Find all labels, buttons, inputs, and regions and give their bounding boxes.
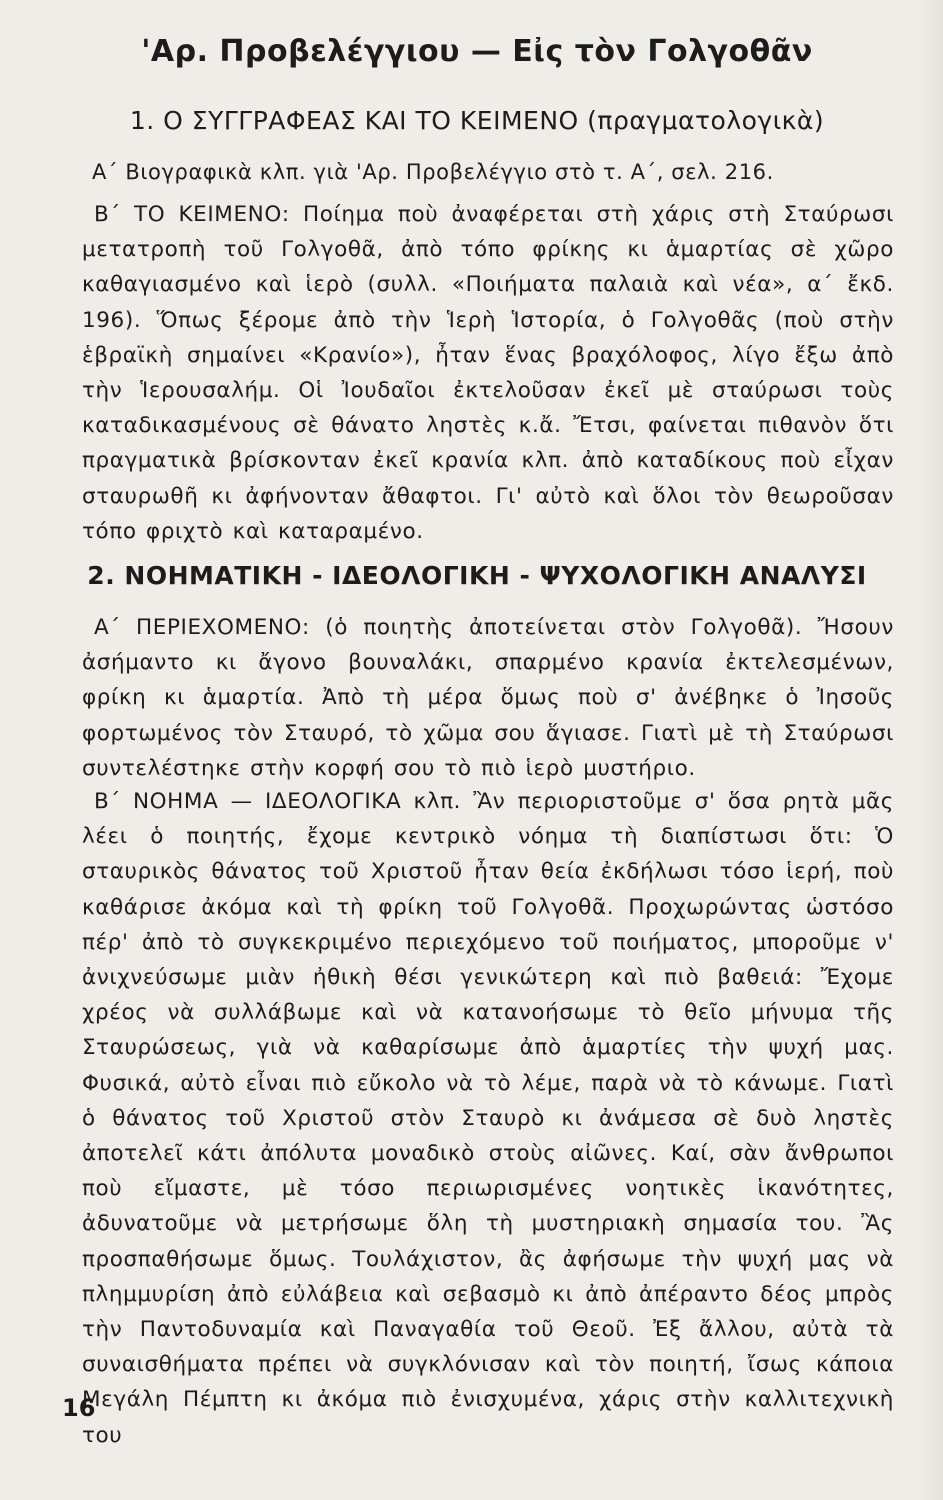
section-1-title: 1. Ο ΣΥΓΓΡΑΦΕΑΣ ΚΑΙ ΤΟ ΚΕΙΜΕΝΟ (πραγματολογικὰ) bbox=[129, 106, 825, 135]
running-header: 'Αρ. Προβελέγγιου — Εἰς τὸν Γολγοθᾶν bbox=[141, 34, 813, 69]
content-paragraph: Α΄ ΠΕΡΙΕΧΟΜΕΝΟ: (ὁ ποιητὴς ἀποτείνεται στὸν Γολγοθᾶ). Ἤσουν ἀσήμαντο κι ἄγονο βουναλάκι, σπαρμένο κρανία ἐκτελεσμένων, φρίκη κι ἁμαρτία. Ἀπὸ τὴ μέρα ὅμως ποὺ σ' ἀνέβηκε ὁ Ἰησοῦς φορτωμένος τὸν Σταυρό, τὸ χῶμα σου ἅγιασε. Γιατὶ μὲ τὴ Σταύρωσι συντελέστηκε στὴν κορφή σου τὸ πιὸ ἱερὸ μυστήριο. bbox=[82, 615, 894, 781]
meaning-paragraph: Β΄ ΝΟΗΜΑ — ΙΔΕΟΛΟΓΙΚΑ κλπ. Ἂν περιοριστοῦμε σ' ὅσα ρητὰ μᾶς λέει ὁ ποιητής, ἔχομε κεντρικὸ νόημα τὴ διαπίστωσι ὅτι: Ὁ σταυρικὸς θάνατος τοῦ Χριστοῦ ἦταν θεία ἐκδήλωσι τόσο ἱερή, ποὺ καθάρισε ἀκόμα καὶ τὴ φρίκη τοῦ Γολγοθᾶ. Προχωρώντας ὡστόσο πέρ' ἀπὸ τὸ συγκεκριμένο περιεχόμενο τοῦ ποιήματος, μποροῦμε ν' ἀνιχνεύσωμε μιὰν ἠθικὴ θέσι γενικώτερη καὶ πιὸ βαθειά: Ἔχομε χρέος νὰ συλλάβωμε καὶ νὰ κατανοήσωμε τὸ θεῖο μήνυμα τῆς Σταυρώσεως, γιὰ νὰ καθαρίσωμε ἀπὸ ἁμαρτίες τὴν ψυχή μας. Φυσικά, αὐτὸ εἶναι πιὸ εὔκολο νὰ τὸ λέμε, παρὰ νὰ τὸ κάνωμε. Γιατὶ ὁ θάνατος τοῦ Χριστοῦ στὸν Σταυρὸ κι ἀνάμεσα σὲ δυὸ ληστὲς ἀποτελεῖ κάτι ἀπόλυτα μοναδικὸ στοὺς αἰῶνες. Καί, σὰν ἄνθρωποι ποὺ εἴμαστε, μὲ τόσο περιωρισμένες νοητικὲς ἱκανότητες, ἀδυνατοῦμε νὰ μετρήσωμε ὅλη τὴ μυστηριακὴ σημασία του. Ἂς προσπαθήσωμε ὅμως. Τουλάχιστον, ἂς ἀφήσωμε τὴν ψυχή μας νὰ πλημμυρίση ἀπὸ εὐλάβεια καὶ σεβασμὸ κι ἀπὸ ἀπέραντο δέος μπρὸς τὴν Παντοδυναμία καὶ Παναγαθία τοῦ Θεοῦ. Ἐξ ἄλλου, αὐτὰ τὰ συναισθήματα πρέπει νὰ συγκλόνισαν καὶ τὸν ποιητή, ἴσως κάποια Μεγάλη Πέμπτη κι ἀκόμα πιὸ ἐνισχυμένα, χάρις στὴν καλλιτεχνικὴ του bbox=[82, 789, 894, 1448]
page-edge-shadow bbox=[920, 0, 943, 1500]
page-number: 16 bbox=[62, 1394, 96, 1422]
section-2-title: 2. ΝΟΗΜΑΤΙΚΗ - ΙΔΕΟΛΟΓΙΚΗ - ΨΥΧΟΛΟΓΙΚΗ ΑΝΑΛΥΣΙ bbox=[87, 561, 867, 590]
bio-reference-line: Α΄ Βιογραφικὰ κλπ. γιὰ 'Αρ. Προβελέγγιο στὸ τ. Α΄, σελ. 216. bbox=[92, 160, 774, 184]
text-paragraph: Β΄ ΤΟ ΚΕΙΜΕΝΟ: Ποίημα ποὺ ἀναφέρεται στὴ χάρις στὴ Σταύρωσι μετατροπὴ τοῦ Γολγοθᾶ, ἀπὸ τόπο φρίκης κι ἁμαρτίας σὲ χῶρο καθαγιασμένο καὶ ἱερὸ (συλλ. «Ποιήματα παλαιὰ καὶ νέα», α΄ ἔκδ. 196). Ὅπως ξέρομε ἀπὸ τὴν Ἱερὴ Ἱστορία, ὁ Γολγοθᾶς (ποὺ στὴν ἑβραϊκὴ σημαίνει «Κρανίο»), ἦταν ἕνας βραχόλοφος, λίγο ἔξω ἀπὸ τὴν Ἱερουσαλήμ. Οἱ Ἰουδαῖοι ἐκτελοῦσαν ἐκεῖ μὲ σταύρωσι τοὺς καταδικασμένους σὲ θάνατο ληστὲς κ.ἄ. Ἔτσι, φαίνεται πιθανὸν ὅτι πραγματικὰ βρίσκονταν ἐκεῖ κρανία κλπ. ἀπὸ καταδίκους ποὺ εἶχαν σταυρωθῆ κι ἀφήνονταν ἄθαφτοι. Γι' αὐτὸ καὶ ὅλοι τὸν θεωροῦσαν τόπο φριχτὸ καὶ καταραμένο. bbox=[82, 202, 894, 544]
